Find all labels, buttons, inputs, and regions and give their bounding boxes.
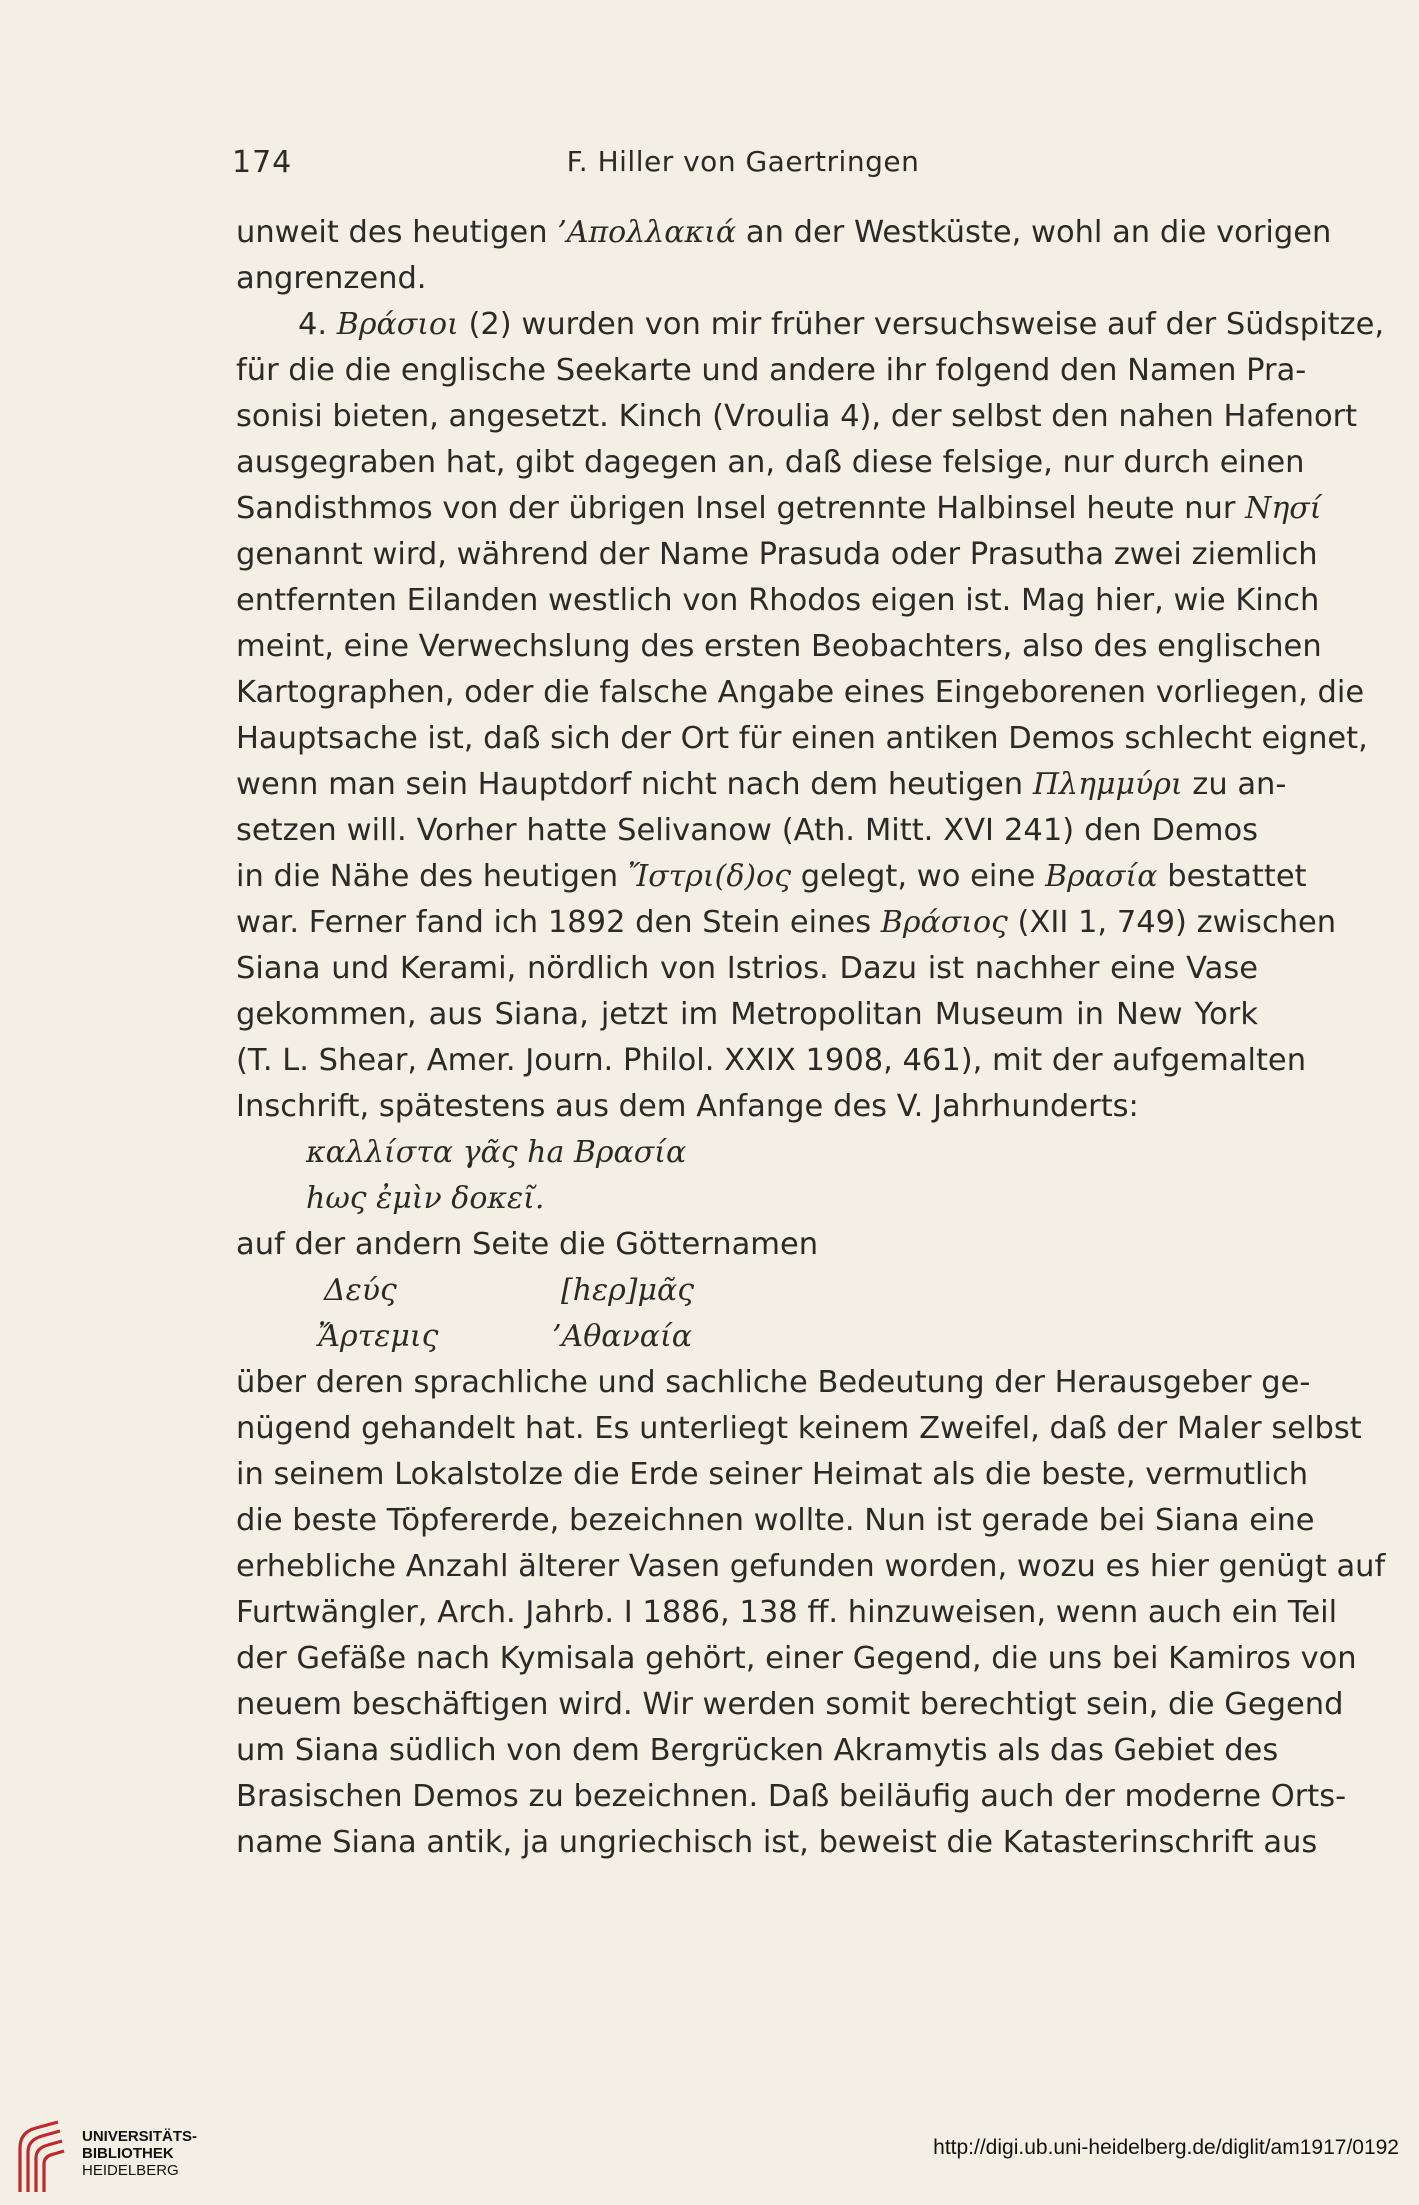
god-name: ’Αθαναία bbox=[552, 1319, 693, 1354]
inscription-line-1: καλλίστα γᾶς ha Βρασία bbox=[306, 1135, 687, 1170]
text-line: auf der andern Seite die Götternamen bbox=[236, 1227, 819, 1262]
text-line: angrenzend. bbox=[236, 261, 427, 296]
text-line: für die die englische Seekarte und andere ihr folgend den Namen Pra- bbox=[236, 353, 1307, 388]
source-url-link[interactable]: http://digi.ub.uni-heidelberg.de/diglit/am1917/0192 bbox=[933, 2136, 1399, 2159]
text-line: in seinem Lokalstolze die Erde seiner Heimat als die beste, vermutlich bbox=[236, 1457, 1309, 1492]
text-line: Inschrift, spätestens aus dem Anfange des V. Jahrhunderts: bbox=[236, 1089, 1139, 1124]
text-line: wenn man sein Hauptdorf nicht nach dem heutigen Πλημμύρι zu an- bbox=[236, 767, 1287, 802]
running-title: F. Hiller von Gaertringen bbox=[566, 145, 920, 178]
text-line: Brasischen Demos zu bezeichnen. Daß beiläufig auch der moderne Orts- bbox=[236, 1779, 1347, 1814]
text-line: der Gefäße nach Kymisala gehört, einer Gegend, die uns bei Kamiros von bbox=[236, 1641, 1357, 1676]
text-line: gekommen, aus Siana, jetzt im Metropolitan Museum in New York bbox=[236, 997, 1258, 1032]
text-line: ausgegraben hat, gibt dagegen an, daß diese felsige, nur durch einen bbox=[236, 445, 1305, 480]
inscription-line-2: hως ἐμὶν δοκεῖ. bbox=[306, 1181, 545, 1216]
body-text bbox=[236, 210, 1386, 1866]
text-line: Hauptsache ist, daß sich der Ort für einen antiken Demos schlecht eignet, bbox=[236, 721, 1368, 756]
text-line: um Siana südlich von dem Bergrücken Akramytis als das Gebiet des bbox=[236, 1733, 1279, 1768]
text-line: erhebliche Anzahl älterer Vasen gefunden worden, wozu es hier genügt auf bbox=[236, 1549, 1386, 1584]
text-line: neuem beschäftigen wird. Wir werden somit berechtigt sein, die Gegend bbox=[236, 1687, 1344, 1722]
text-line: Furtwängler, Arch. Jahrb. I 1886, 138 ff. hinzuweisen, wenn auch ein Teil bbox=[236, 1595, 1338, 1630]
text-line: 4. Βράσιοι (2) wurden von mir früher versuchsweise auf der Südspitze, bbox=[298, 307, 1385, 342]
page-header bbox=[232, 145, 1254, 187]
text-line: genannt wird, während der Name Prasuda oder Prasutha zwei ziemlich bbox=[236, 537, 1318, 572]
text-line: nügend gehandelt hat. Es unterliegt keinem Zweifel, daß der Maler selbst bbox=[236, 1411, 1362, 1446]
text-line: meint, eine Verwechslung des ersten Beobachters, also des englischen bbox=[236, 629, 1322, 664]
text-line: sonisi bieten, angesetzt. Kinch (Vroulia 4), der selbst den nahen Hafenort bbox=[236, 399, 1358, 434]
text-line: Siana und Kerami, nördlich von Istrios. Dazu ist nachher eine Vase bbox=[236, 951, 1258, 986]
text-line: Sandisthmos von der übrigen Insel getrennte Halbinsel heute nur Νησί bbox=[236, 491, 1322, 526]
text-line: setzen will. Vorher hatte Selivanow (Ath. Mitt. XVI 241) den Demos bbox=[236, 813, 1258, 848]
god-name: [hερ]μᾶς bbox=[561, 1273, 695, 1308]
text-line: über deren sprachliche und sachliche Bedeutung der Herausgeber ge- bbox=[236, 1365, 1311, 1400]
text-line: (T. L. Shear, Amer. Journ. Philol. XXIX 1908, 461), mit der aufgemalten bbox=[236, 1043, 1307, 1078]
god-name: Δεύς bbox=[324, 1273, 397, 1308]
text-line: unweit des heutigen ’Απολλακιά an der Westküste, wohl an die vorigen bbox=[236, 215, 1332, 250]
text-line: entfernten Eilanden westlich von Rhodos eigen ist. Mag hier, wie Kinch bbox=[236, 583, 1320, 618]
digitization-footer bbox=[0, 2110, 1419, 2200]
text-line: name Siana antik, ja ungriechisch ist, beweist die Katasterinschrift aus bbox=[236, 1825, 1318, 1860]
text-line: war. Ferner fand ich 1892 den Stein eines Βράσιος (XII 1, 749) zwischen bbox=[236, 905, 1337, 940]
god-name: Ἄρτεμις bbox=[318, 1319, 439, 1354]
god-names-row-2 bbox=[236, 1314, 1258, 1360]
text-line: Kartographen, oder die falsche Angabe eines Eingeborenen vorliegen, die bbox=[236, 675, 1365, 710]
god-names-row-1 bbox=[236, 1268, 1258, 1314]
library-name: UNIVERSITÄTS- BIBLIOTHEK HEIDELBERG bbox=[82, 2128, 198, 2179]
text-line: die beste Töpfererde, bezeichnen wollte. Nun ist gerade bei Siana eine bbox=[236, 1503, 1315, 1538]
ub-heidelberg-logo-icon bbox=[14, 2118, 68, 2198]
text-line: in die Nähe des heutigen Ἴστρι(δ)ος gelegt, wo eine Βρασία bestattet bbox=[236, 859, 1307, 894]
page-number: 174 bbox=[232, 145, 293, 180]
